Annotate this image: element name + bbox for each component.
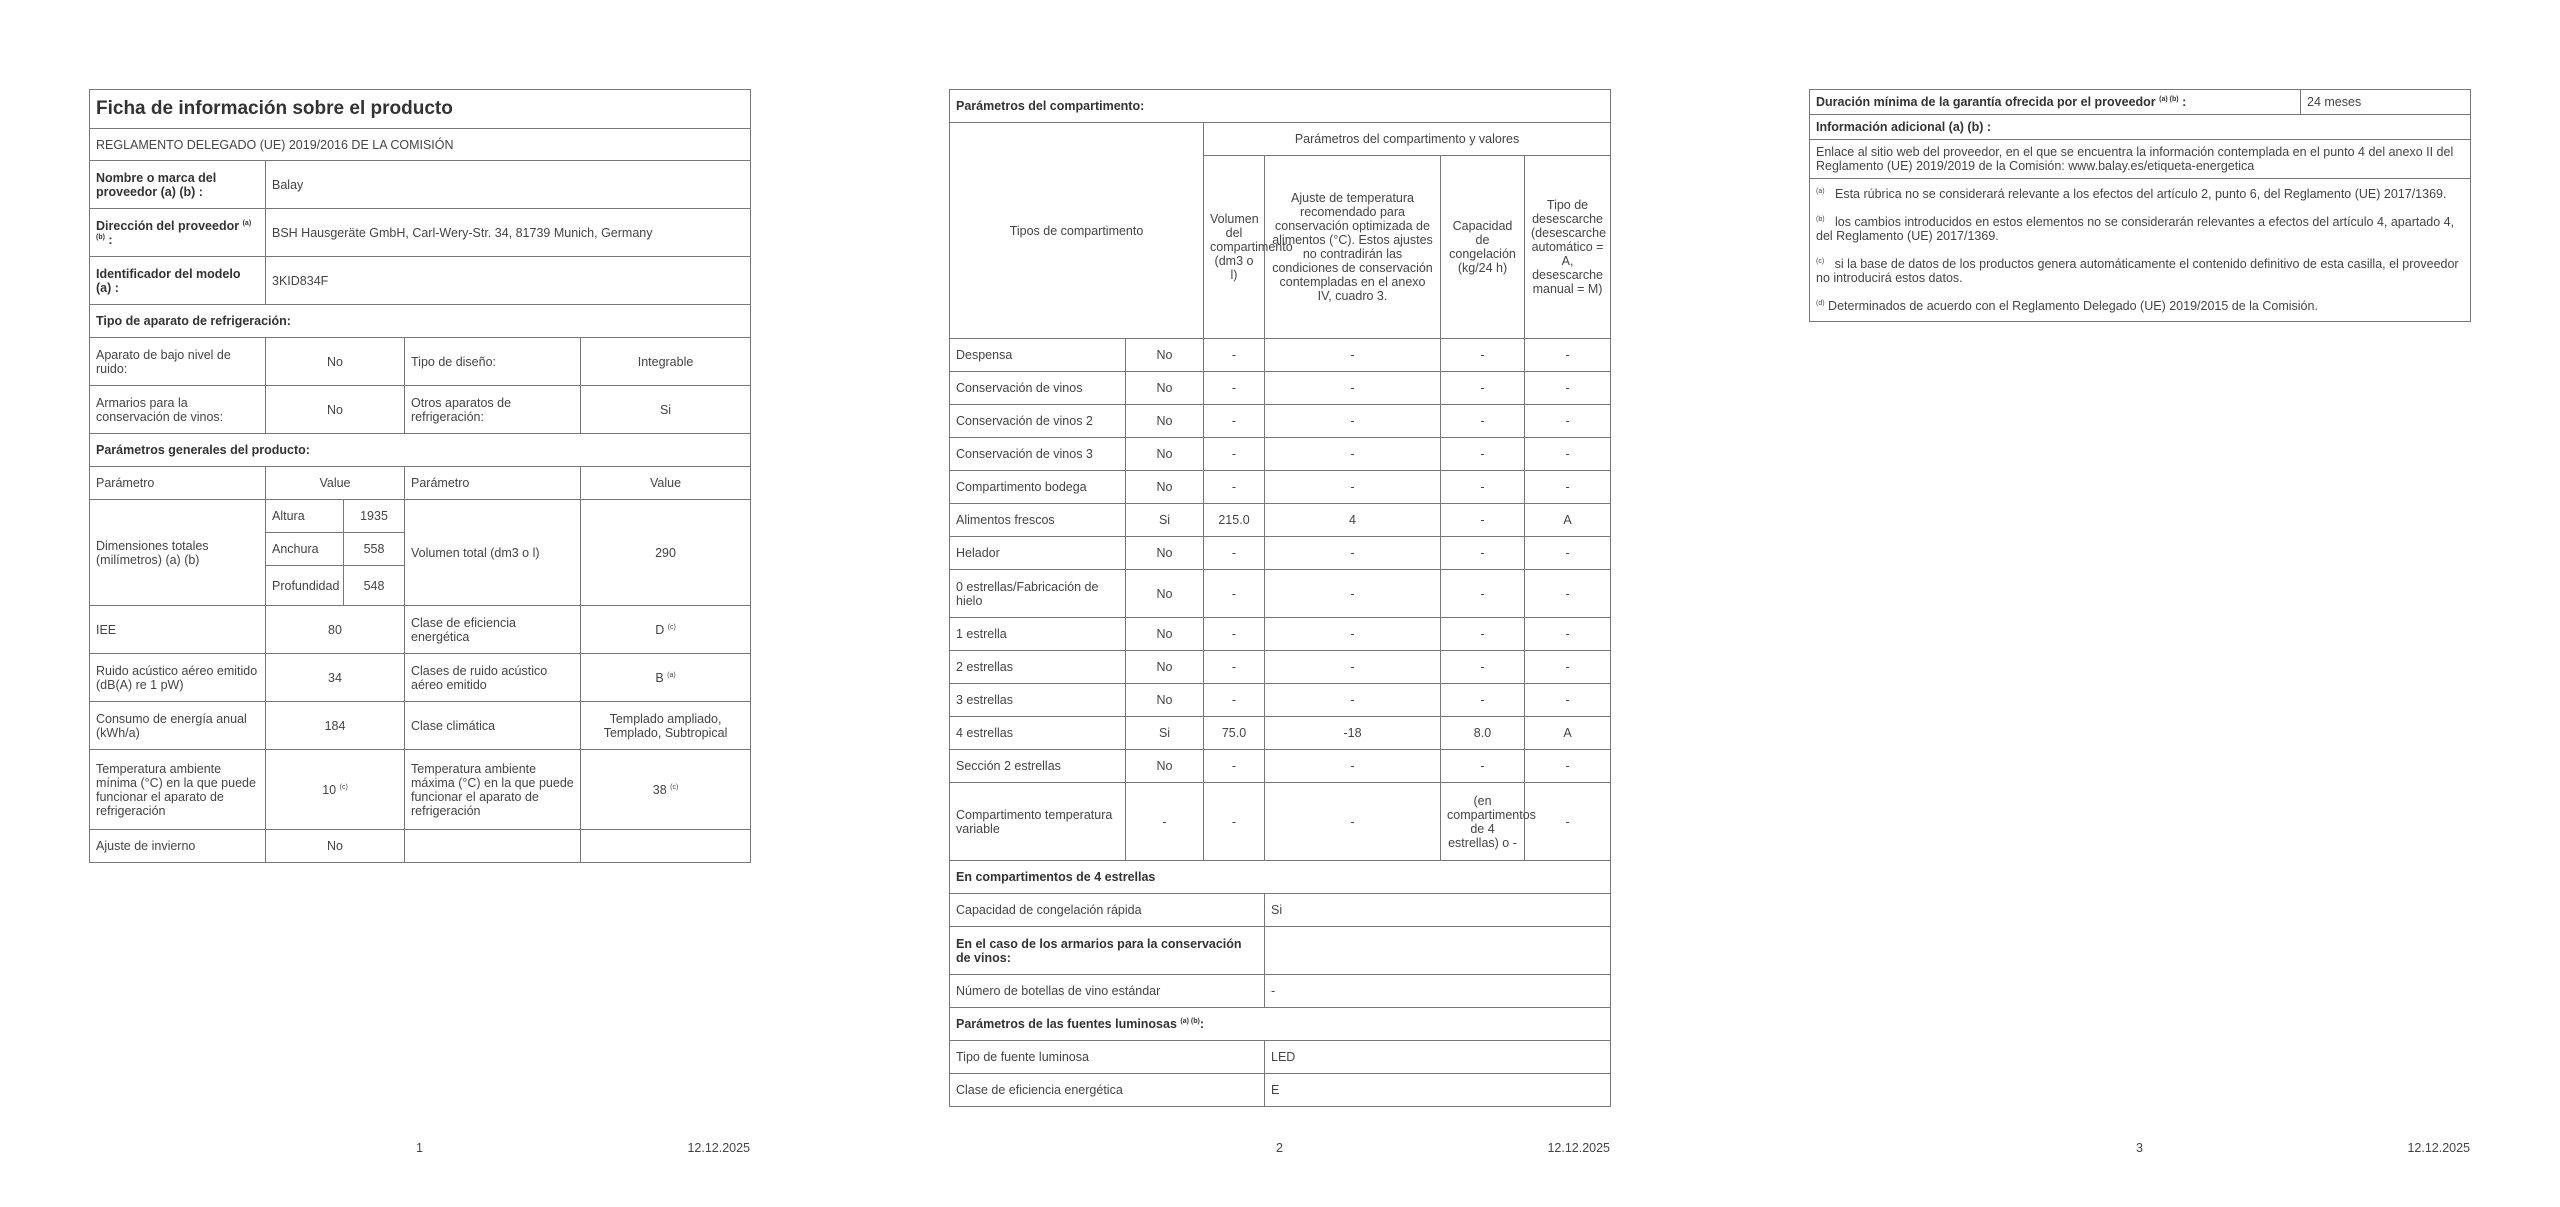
page-footer [1809,1141,2470,1157]
compartment-temp: - [1265,651,1441,684]
warranty-label: Duración mínima de la garantía ofrecida por el proveedor $^{(a) (b)}$ : [1810,90,2301,115]
compartment-temp: - [1265,405,1441,438]
product-info-table [89,89,751,863]
fast-freeze-value: Si [1265,894,1611,927]
page-date: 12.12.2025 [687,1141,750,1155]
page-footer [949,1141,1610,1157]
compartment-present: No [1126,651,1204,684]
compartment-row [950,405,1611,438]
col-volume: Volumen del compartimento (dm3 o l) [1204,156,1265,339]
width-label: Anchura [266,533,344,566]
compartment-vol: - [1204,618,1265,651]
col-freeze: Capacidad de congelación (kg/24 h) [1441,156,1525,339]
compartment-freeze: - [1441,405,1525,438]
page-number: 1 [416,1141,423,1155]
col-value2: Value [581,467,751,500]
compartment-defrost: - [1525,651,1611,684]
compartment-present: No [1126,405,1204,438]
page-footer [89,1141,750,1157]
compartment-freeze: - [1441,684,1525,717]
compartment-defrost: - [1525,684,1611,717]
compartment-vol: - [1204,537,1265,570]
compartment-vol: - [1204,339,1265,372]
other-value: Si [581,386,751,434]
compartment-defrost: - [1525,537,1611,570]
depth-value: 548 [344,566,405,606]
winter-value: No [266,830,405,863]
tmax-label: Temperatura ambiente máxima (°C) en la que puede funcionar el aparato de refrigeración [405,750,581,830]
compartment-present: No [1126,438,1204,471]
compartment-freeze: - [1441,372,1525,405]
low-noise-value: No [266,338,405,386]
additional-info-table [1809,89,2471,322]
compartment-vol: - [1204,651,1265,684]
light-class-value: E [1265,1074,1611,1107]
col-defrost: Tipo de desescarche (desescarche automático = A, desescarche manual = M) [1525,156,1611,339]
compartment-vol: - [1204,570,1265,618]
compartment-freeze: - [1441,618,1525,651]
compartment-temp: - [1265,372,1441,405]
tmin-label: Temperatura ambiente mínima (°C) en la que puede funcionar el aparato de refrigeración [90,750,266,830]
supplier-link-text: Enlace al sitio web del proveedor, en el que se encuentra la información contemplada en el punto 4 del anexo II del Reglamento (UE) 2019/2019 de la Comisión: www.balay.es/etiqueta-energetica [1810,140,2471,179]
compartment-defrost: - [1525,405,1611,438]
noise-class-value: B $^{(a)}$ [581,654,751,702]
compartment-vol: - [1204,438,1265,471]
type-heading: Tipo de aparato de refrigeración: [90,305,751,338]
winter-label: Ajuste de invierno [90,830,266,863]
compartment-vol: 215.0 [1204,504,1265,537]
empty-cell [405,830,581,863]
variable-vol: - [1204,783,1265,861]
compartment-name: 4 estrellas [950,717,1126,750]
params-header: Parámetros del compartimento y valores [1204,123,1611,156]
low-noise-label: Aparato de bajo nivel de ruido: [90,338,266,386]
climate-value: Templado ampliado, Templado, Subtropical [581,702,751,750]
model-value: 3KID834F [266,257,751,305]
page-title: Ficha de información sobre el producto [90,90,751,129]
eff-class-label: Clase de eficiencia energética [405,606,581,654]
compartment-freeze: - [1441,438,1525,471]
light-type-label: Tipo de fuente luminosa [950,1041,1265,1074]
page-number: 2 [1276,1141,1283,1155]
wine-label: Armarios para la conservación de vinos: [90,386,266,434]
compartment-name: 1 estrella [950,618,1126,651]
compartment-temp: -18 [1265,717,1441,750]
compartment-defrost: - [1525,570,1611,618]
compartment-row [950,684,1611,717]
compartment-defrost: - [1525,471,1611,504]
address-value: BSH Hausgeräte GmbH, Carl-Wery-Str. 34, 81739 Munich, Germany [266,209,751,257]
compartment-present: No [1126,372,1204,405]
compartment-temp: 4 [1265,504,1441,537]
compartment-present: No [1126,537,1204,570]
eff-class-value: D $^{(c)}$ [581,606,751,654]
types-header: Tipos de compartimento [950,123,1204,339]
variable-name: Compartimento temperatura variable [950,783,1126,861]
light-class-label: Clase de eficiencia energética [950,1074,1265,1107]
warranty-value: 24 meses [2301,90,2471,115]
noise-label: Ruido acústico aéreo emitido (dB(A) re 1 pW) [90,654,266,702]
compartment-row [950,717,1611,750]
light-type-value: LED [1265,1041,1611,1074]
volume-value: 290 [581,500,751,606]
compartment-present: Si [1126,717,1204,750]
compartment-defrost: - [1525,438,1611,471]
four-star-heading: En compartimentos de 4 estrellas [950,861,1611,894]
compartment-temp: - [1265,537,1441,570]
additional-heading: Información adicional (a) (b) : [1810,115,2471,140]
compartment-freeze: - [1441,570,1525,618]
dims-label: Dimensiones totales (milímetros) (a) (b) [90,500,266,606]
compartment-temp: - [1265,471,1441,504]
compartment-freeze: - [1441,750,1525,783]
compartment-row [950,618,1611,651]
compartment-temp: - [1265,438,1441,471]
design-value: Integrable [581,338,751,386]
page-1 [89,89,750,863]
compartment-freeze: 8.0 [1441,717,1525,750]
compartment-name: Helador [950,537,1126,570]
compartment-present: No [1126,750,1204,783]
tmin-value: 10 $^{(c)}$ [266,750,405,830]
compartment-row [950,438,1611,471]
bottles-label: Número de botellas de vino estándar [950,975,1265,1008]
regulation-text: REGLAMENTO DELEGADO (UE) 2019/2016 DE LA COMISIÓN [90,129,751,161]
wine-value: No [266,386,405,434]
compartment-heading: Parámetros del compartimento: [950,90,1611,123]
page-number: 3 [2136,1141,2143,1155]
footnotes: $^{(a)}$ Esta rúbrica no se considerará relevante a los efectos del artículo 2, punto 6, del Reglamento (UE) 2017/1369. $^{(b)}$ los cambios introducidos en estos elementos no se considerarán relevantes a efectos del artículo 4, apartado 4, del Reglamento (UE) 2017/1369. $^{(c)}$ si la base de datos de los productos genera automáticamente el contenido definitivo de esta casilla, el proveedor no introducirá estos datos. $^{(d)}$ Determinados de acuerdo con el Reglamento Delegado (UE) 2019/2015 de la Comisión. [1810,179,2471,322]
compartment-vol: - [1204,471,1265,504]
other-label: Otros aparatos de refrigeración: [405,386,581,434]
compartment-vol: - [1204,372,1265,405]
compartment-row [950,372,1611,405]
compartment-defrost: - [1525,372,1611,405]
compartment-freeze: - [1441,339,1525,372]
compartment-vol: - [1204,684,1265,717]
compartment-row [950,651,1611,684]
compartment-row [950,570,1611,618]
bottles-value: - [1265,975,1611,1008]
compartment-name: Alimentos frescos [950,504,1126,537]
compartment-vol: 75.0 [1204,717,1265,750]
col-value: Value [266,467,405,500]
page-2 [949,89,1610,1107]
compartment-present: No [1126,570,1204,618]
compartment-row [950,537,1611,570]
compartment-defrost: - [1525,750,1611,783]
compartment-temp: - [1265,684,1441,717]
compartment-name: 2 estrellas [950,651,1126,684]
compartment-present: No [1126,618,1204,651]
col-param2: Parámetro [405,467,581,500]
compartment-vol: - [1204,405,1265,438]
col-param: Parámetro [90,467,266,500]
compartment-row [950,750,1611,783]
tmax-value: 38 $^{(c)}$ [581,750,751,830]
compartment-name: Conservación de vinos 2 [950,405,1126,438]
iee-value: 80 [266,606,405,654]
height-value: 1935 [344,500,405,533]
page-3 [1809,89,2470,322]
variable-freeze: (en compartimentos de 4 estrellas) o - [1441,783,1525,861]
brand-value: Balay [266,161,751,209]
page-date: 12.12.2025 [2407,1141,2470,1155]
compartment-name: Conservación de vinos [950,372,1126,405]
light-heading: Parámetros de las fuentes luminosas $^{(a) (b)}$: [950,1008,1611,1041]
compartment-temp: - [1265,618,1441,651]
compartment-name: Sección 2 estrellas [950,750,1126,783]
climate-label: Clase climática [405,702,581,750]
variable-defrost: - [1525,783,1611,861]
variable-temp: - [1265,783,1441,861]
compartment-defrost: A [1525,504,1611,537]
compartment-defrost: - [1525,618,1611,651]
compartment-defrost: A [1525,717,1611,750]
compartment-name: Despensa [950,339,1126,372]
col-temp: Ajuste de temperatura recomendado para conservación optimizada de alimentos (°C). Estos ajustes no contradirán las condiciones de conservación contempladas en el anexo IV, cuadro 3. [1265,156,1441,339]
general-heading: Parámetros generales del producto: [90,434,751,467]
compartment-name: Conservación de vinos 3 [950,438,1126,471]
brand-label: Nombre o marca del proveedor (a) (b) : [90,161,266,209]
compartment-present: No [1126,684,1204,717]
compartment-temp: - [1265,570,1441,618]
volume-label: Volumen total (dm3 o l) [405,500,581,606]
compartment-freeze: - [1441,537,1525,570]
width-value: 558 [344,533,405,566]
compartment-vol: - [1204,750,1265,783]
compartment-name: Compartimento bodega [950,471,1126,504]
compartment-temp: - [1265,339,1441,372]
energy-label: Consumo de energía anual (kWh/a) [90,702,266,750]
fast-freeze-label: Capacidad de congelación rápida [950,894,1265,927]
variable-present: - [1126,783,1204,861]
depth-label: Profundidad [266,566,344,606]
height-label: Altura [266,500,344,533]
empty-cell [1265,927,1611,975]
design-label: Tipo de diseño: [405,338,581,386]
energy-value: 184 [266,702,405,750]
address-label: Dirección del proveedor $^{(a) (b)}$ : [90,209,266,257]
compartment-present: Si [1126,504,1204,537]
compartment-name: 0 estrellas/Fabricación de hielo [950,570,1126,618]
compartment-defrost: - [1525,339,1611,372]
empty-cell [581,830,751,863]
noise-class-label: Clases de ruido acústico aéreo emitido [405,654,581,702]
compartment-table [949,89,1611,1107]
compartment-row [950,339,1611,372]
compartment-freeze: - [1441,504,1525,537]
compartment-freeze: - [1441,651,1525,684]
compartment-present: No [1126,471,1204,504]
page-date: 12.12.2025 [1547,1141,1610,1155]
compartment-name: 3 estrellas [950,684,1126,717]
compartment-temp: - [1265,750,1441,783]
model-label: Identificador del modelo (a) : [90,257,266,305]
compartment-row [950,471,1611,504]
compartment-freeze: - [1441,471,1525,504]
compartment-row [950,504,1611,537]
compartment-present: No [1126,339,1204,372]
iee-label: IEE [90,606,266,654]
wine-heading: En el caso de los armarios para la conservación de vinos: [950,927,1265,975]
noise-value: 34 [266,654,405,702]
